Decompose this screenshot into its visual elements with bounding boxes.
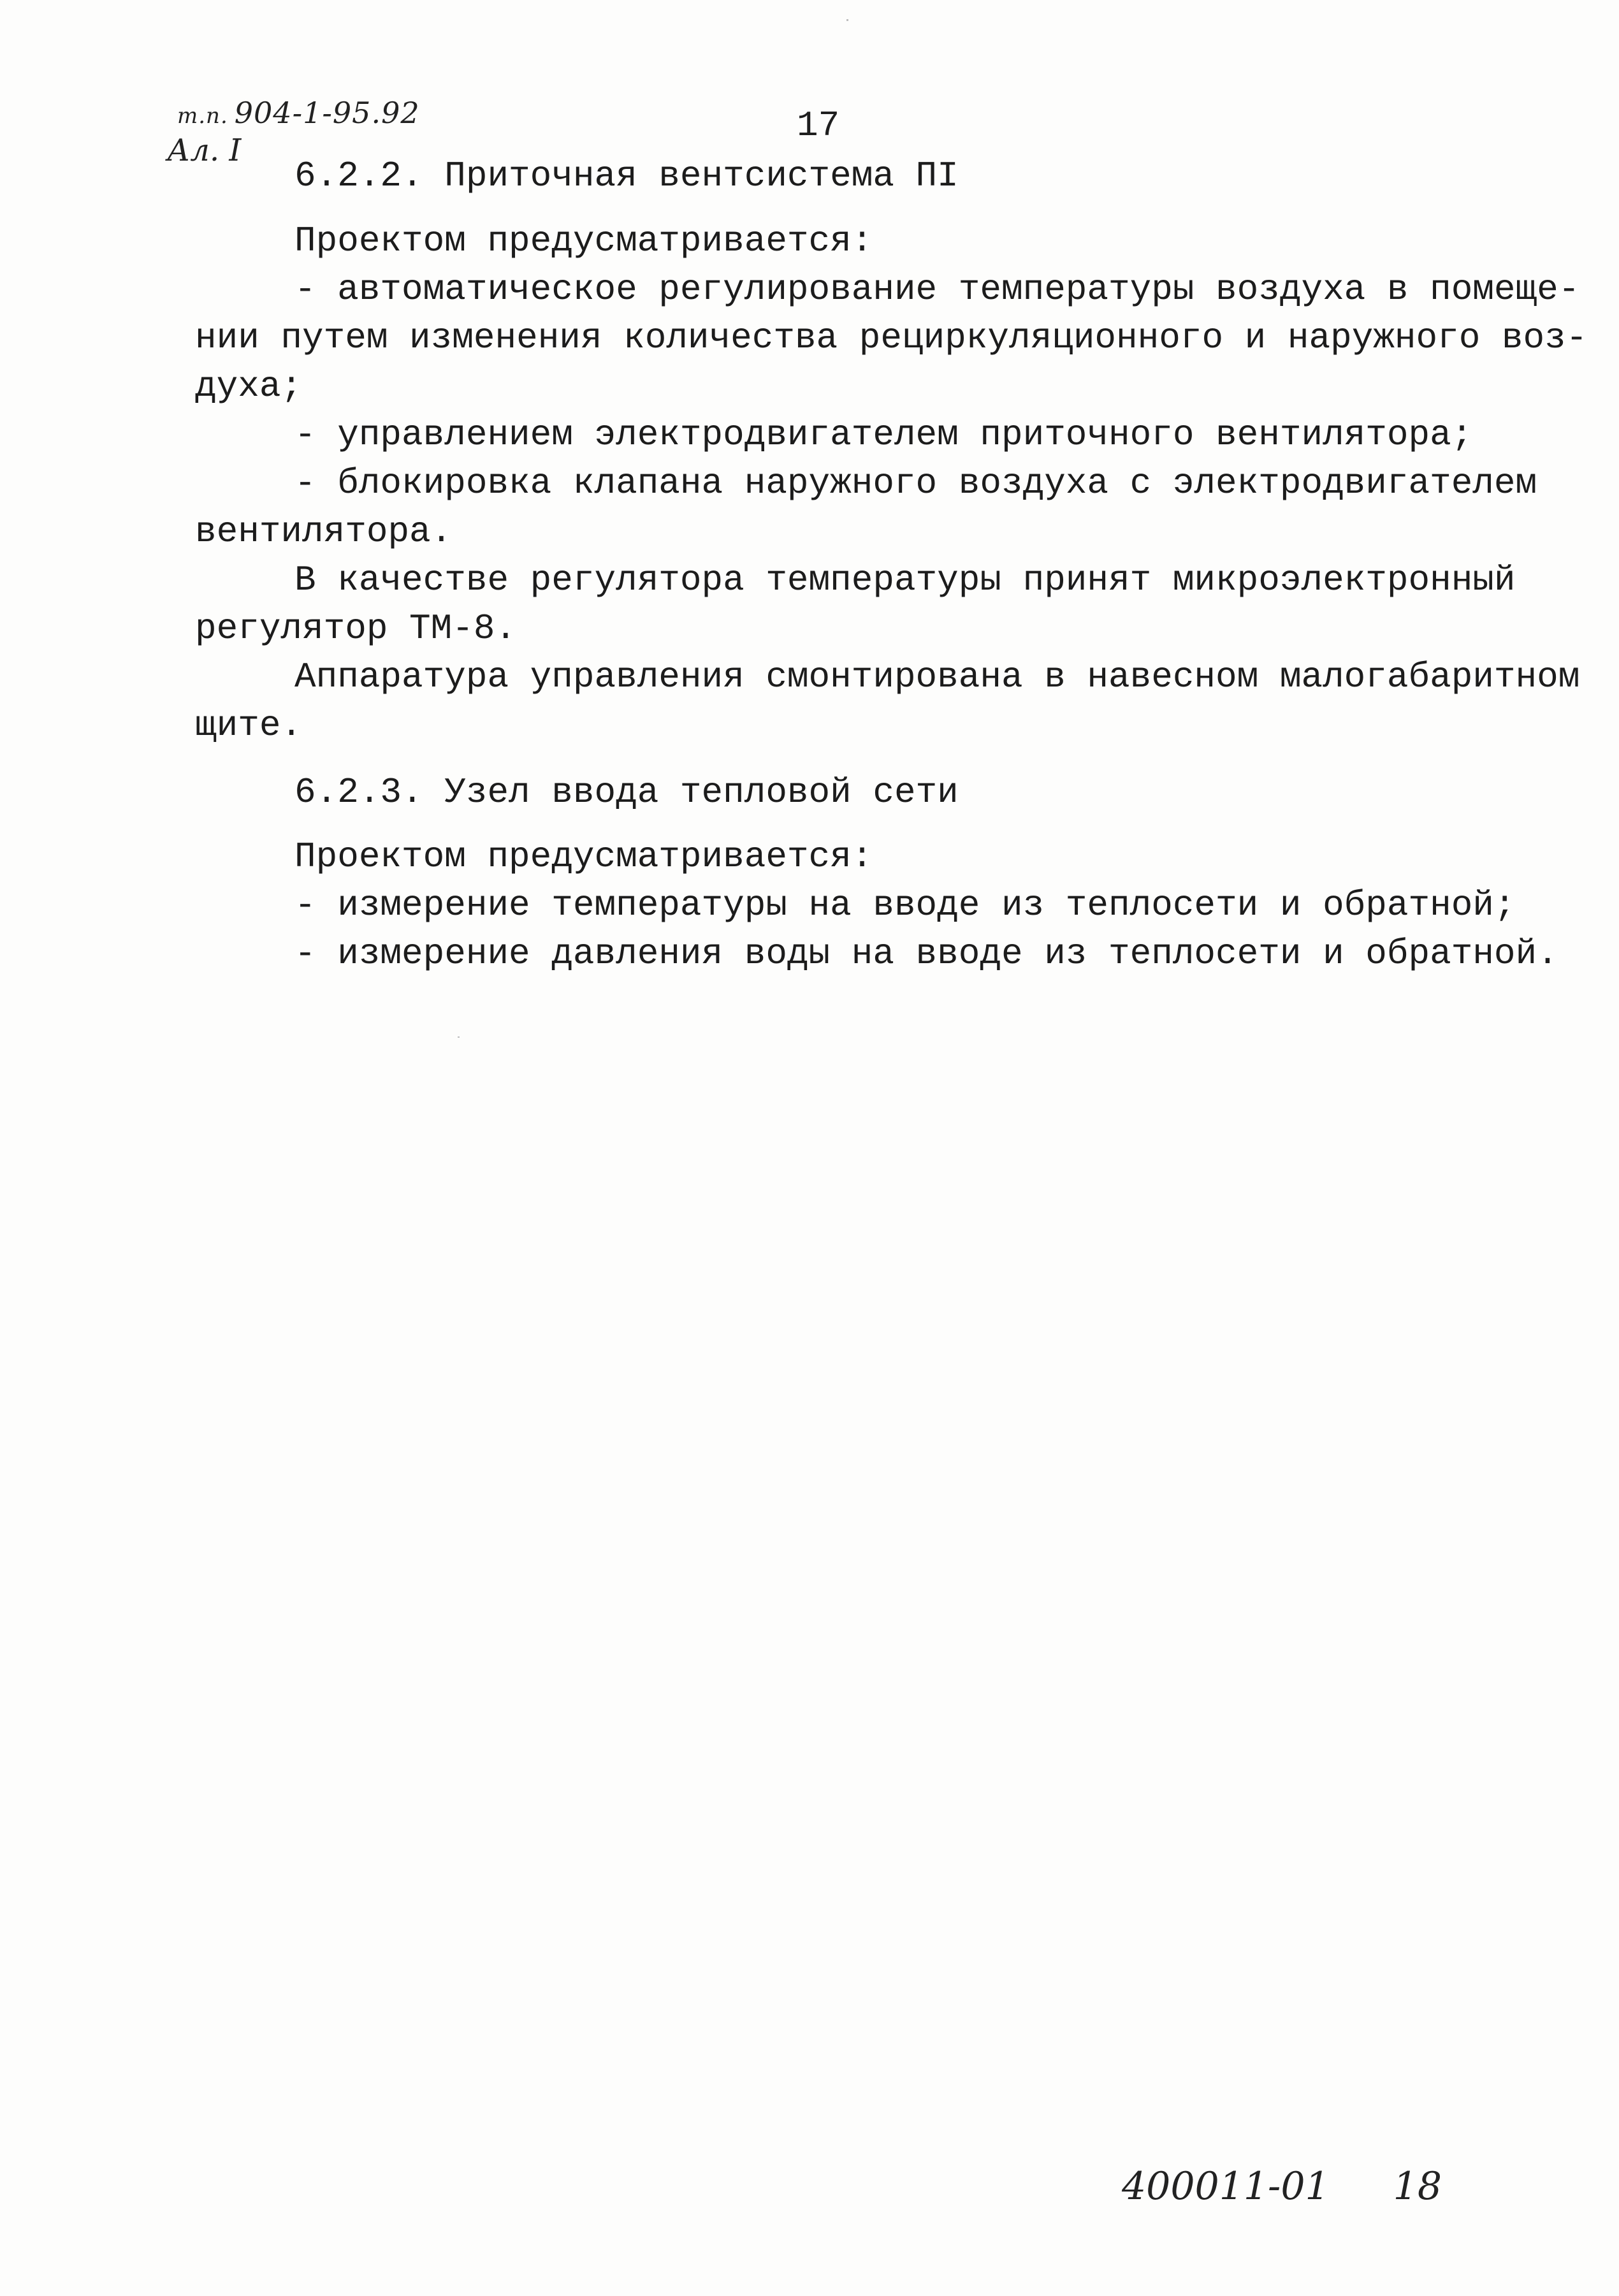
scan-speck (458, 1036, 460, 1038)
section-622-line: нии путем изменения количества рециркуляционного и наружного воз- (195, 317, 1588, 358)
project-stamp (177, 96, 420, 130)
section-622-line: - управлением электродвигателем приточного вентилятора; (294, 414, 1473, 455)
section-622-line: Аппаратура управления смонтирована в навесном малогабаритном (294, 657, 1580, 697)
section-622-line: вентилятора. (195, 511, 453, 552)
album-stamp: Ал. I (167, 133, 242, 168)
stamp-prefix: т.п. (177, 103, 228, 129)
stamp-code: 904-1-95.92 (234, 96, 420, 130)
scan-speck (846, 19, 848, 21)
footer-inventory (1122, 2164, 1442, 2209)
section-622-intro: Проектом предусматривается: (294, 221, 873, 261)
section-622-line: - автоматическое регулирование температуры воздуха в помеще- (294, 269, 1580, 310)
section-heading-622: 6.2.2. Приточная вентсистема ПI (294, 156, 959, 196)
section-heading-623: 6.2.3. Узел ввода тепловой сети (294, 772, 959, 813)
doc-number: 400011-01 (1122, 2164, 1330, 2209)
section-622-line: щите. (195, 705, 303, 746)
section-622-line: В качестве регулятора температуры принят микроэлектронный (294, 560, 1516, 600)
section-623-intro: Проектом предусматривается: (294, 836, 873, 877)
section-623-line: - измерение температуры на вводе из теплосети и обратной; (294, 885, 1516, 926)
section-622-line: - блокировка клапана наружного воздуха с электродвигателем (294, 463, 1537, 504)
section-622-line: духа; (195, 366, 303, 407)
page-number: 17 (797, 105, 840, 146)
section-623-line: - измерение давления воды на вводе из теплосети и обратной. (294, 933, 1558, 974)
section-622-line: регулятор ТМ-8. (195, 608, 517, 649)
sheet-number: 18 (1393, 2164, 1442, 2209)
